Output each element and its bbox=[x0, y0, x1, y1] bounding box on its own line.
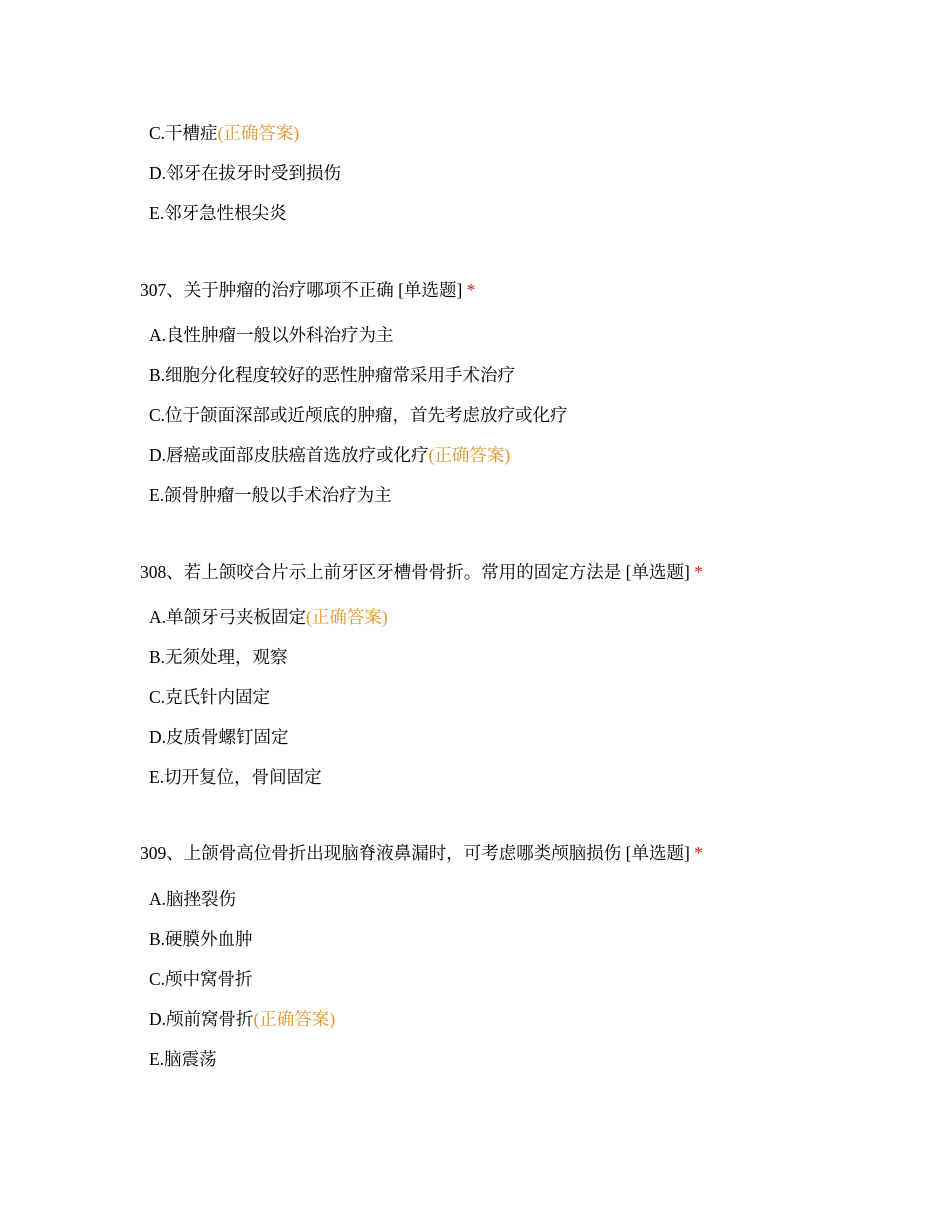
option-item bbox=[149, 725, 289, 749]
option-item bbox=[149, 685, 270, 709]
option-item bbox=[149, 161, 341, 185]
option-text: A.单颌牙弓夹板固定 bbox=[149, 607, 307, 627]
option-item bbox=[149, 201, 287, 225]
correct-answer-marker: (正确答案) bbox=[428, 445, 511, 465]
option-text: E.切开复位，骨间固定 bbox=[149, 767, 322, 787]
option-item bbox=[149, 605, 388, 629]
option-text: B.无须处理，观察 bbox=[149, 647, 288, 667]
option-item bbox=[149, 1007, 335, 1031]
question-text: 307、关于肿瘤的治疗哪项不正确 [单选题] bbox=[140, 280, 463, 300]
option-text: A.脑挫裂伤 bbox=[149, 889, 237, 909]
option-text: B.细胞分化程度较好的恶性肿瘤常采用手术治疗 bbox=[149, 365, 516, 385]
option-item bbox=[149, 765, 322, 789]
question-title bbox=[140, 560, 703, 584]
option-item bbox=[149, 323, 394, 347]
option-item bbox=[149, 483, 392, 507]
option-text: E.颌骨肿瘤一般以手术治疗为主 bbox=[149, 485, 392, 505]
required-asterisk: * bbox=[694, 843, 703, 863]
option-item bbox=[149, 363, 515, 387]
option-item bbox=[149, 967, 253, 991]
question-text: 308、若上颌咬合片示上前牙区牙槽骨骨折。常用的固定方法是 [单选题] bbox=[140, 562, 690, 582]
required-asterisk: * bbox=[466, 280, 476, 300]
correct-answer-marker: (正确答案) bbox=[306, 607, 388, 627]
option-text: D.颅前窝骨折 bbox=[149, 1009, 254, 1029]
option-text: B.硬膜外血肿 bbox=[149, 929, 253, 949]
option-text: D.皮质骨螺钉固定 bbox=[149, 727, 289, 747]
option-text: E.脑震荡 bbox=[149, 1049, 217, 1069]
option-item bbox=[149, 887, 236, 911]
correct-answer-marker: (正确答案) bbox=[217, 123, 300, 143]
option-item bbox=[149, 927, 253, 951]
option-text: E.邻牙急性根尖炎 bbox=[149, 203, 287, 223]
question-text: 309、上颌骨高位骨折出现脑脊液鼻漏时，可考虑哪类颅脑损伤 [单选题] bbox=[140, 843, 690, 863]
option-text: C.干槽症 bbox=[149, 123, 218, 143]
option-text: D.唇癌或面部皮肤癌首选放疗或化疗 bbox=[149, 445, 429, 465]
option-item bbox=[149, 645, 288, 669]
option-item bbox=[149, 1047, 217, 1071]
option-text: C.颅中窝骨折 bbox=[149, 969, 253, 989]
option-text: A.良性肿瘤一般以外科治疗为主 bbox=[149, 325, 394, 345]
option-text: C.克氏针内固定 bbox=[149, 687, 271, 707]
option-text: C.位于颌面深部或近颅底的肿瘤，首先考虑放疗或化疗 bbox=[149, 405, 568, 425]
question-title bbox=[140, 278, 475, 302]
correct-answer-marker: (正确答案) bbox=[253, 1009, 336, 1029]
required-asterisk: * bbox=[694, 562, 703, 582]
option-text: D.邻牙在拔牙时受到损伤 bbox=[149, 163, 342, 183]
option-item bbox=[149, 121, 299, 145]
option-item bbox=[149, 403, 568, 427]
question-title bbox=[140, 841, 703, 865]
option-item bbox=[149, 443, 510, 467]
